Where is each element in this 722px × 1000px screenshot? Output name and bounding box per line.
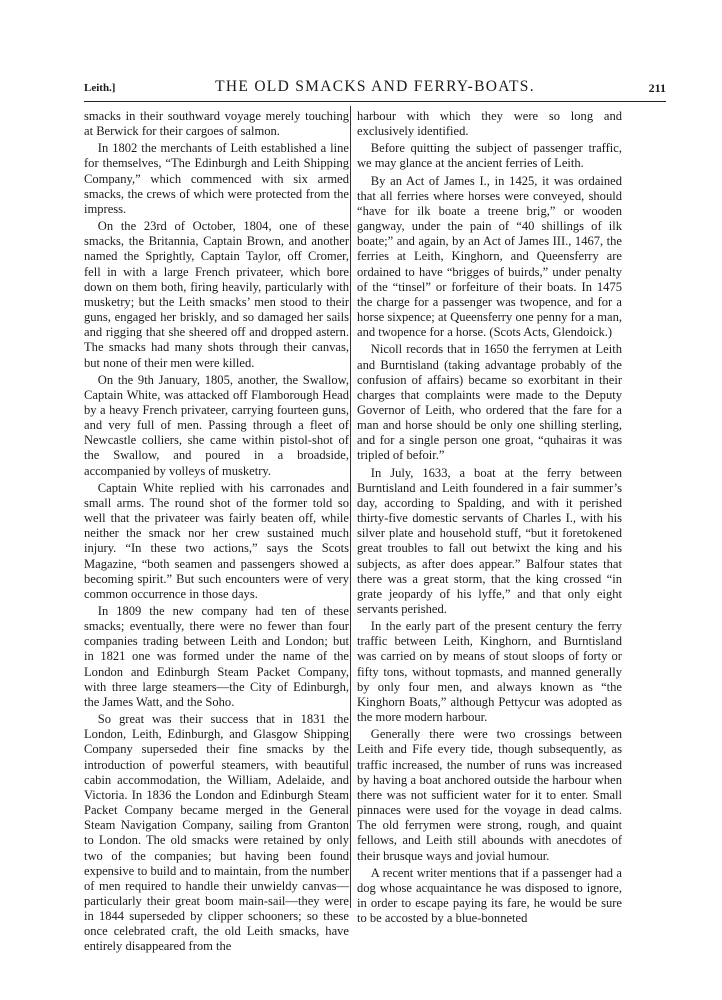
header-rule — [84, 101, 666, 102]
paragraph: In the early part of the present century the ferry traffic between Leith, Kinghorn, and Burntisland was carried on by means of stout sloops of forty or fifty tons, without topmasts, and manned generally by only four men, and always known as “the Kinghorn Boats,” although Pettycur was adopted as the more modern harbour. — [357, 619, 622, 725]
running-title: THE OLD SMACKS AND FERRY-BOATS. — [215, 78, 535, 95]
paragraph: Captain White replied with his carronades and small arms. The round shot of the former told so well that the privateer was fairly beaten off, while neither the smack nor her crew sustained much injury. “In these two actions,” says the Scots Magazine, “both seamen and passengers showed a becoming spirit.” But such encounters were of very common occurrence in those days. — [84, 480, 349, 601]
left-column — [84, 109, 349, 955]
paragraph: So great was their success that in 1831 the London, Leith, Edinburgh, and Glasgow Shipping Company superseded their fine smacks by the introduction of powerful steamers, with beautiful cabin accommodation, the William, Adelaide, and Victoria. In 1836 the London and Edinburgh Steam Packet Company became merged in the General Steam Navigation Company, sailing from Granton to London. The old smacks were retained by only two of the companies; but having been found expensive to build and to maintain, from the number of men required to handle their unwieldy canvas—particularly their great boom main-sail—they were in 1844 superseded by clipper schooners; so these once celebrated craft, the old Leith smacks, have entirely disappeared from the — [84, 712, 349, 954]
paragraph: In 1809 the new company had ten of these smacks; eventually, there were no fewer than four companies trading between Leith and London; but in 1821 one was formed under the name of the London and Edinburgh Steam Packet Company, with three large steamers—the City of Edinburgh, the James Watt, and the Soho. — [84, 604, 349, 709]
paragraph: By an Act of James I., in 1425, it was ordained that all ferries where horses were conveyed, should “have for ilk boate a treene brig,” or wooden gangway, under the pain of “40 shillings of ilk boate;” and again, by an Act of James III., 1467, the ferries at Leith, Kinghorn, and Queensferry are ordained to have “brigges of buirds,” under penalty of the “tinsel” or forfeiture of their boats. In 1475 the charge for a passenger was twopence, and for a horse sixpence; at Queensferry one penny for a man, and twopence for a horse. (Scots Acts, Glendoick.) — [357, 173, 622, 340]
paragraph: A recent writer mentions that if a passenger had a dog whose acquaintance he was disposed to ignore, in order to escape paying its fare, he would be sure to be accosted by a blue-bonneted — [357, 865, 622, 926]
column-divider — [350, 106, 351, 908]
paragraph: On the 23rd of October, 1804, one of these smacks, the Britannia, Captain Brown, and another named the Sprightly, Captain Taylor, off Cromer, fell in with a large French privateer, which bore down on them both, firing heavily, particularly with musketry; but the Leith smacks’ men stood to their guns, engaged her briskly, and so damaged her sails and rigging that she sheered off and dropped astern. The smacks had many shots through their canvas, but none of their men were killed. — [84, 219, 349, 370]
paragraph: In 1802 the merchants of Leith established a line for themselves, “The Edinburgh and Leith Shipping Company,” which commenced with six armed smacks, the crews of which were protected from the impress. — [84, 141, 349, 216]
page-number: 211 — [648, 81, 666, 95]
running-header — [84, 78, 666, 100]
paragraph: In July, 1633, a boat at the ferry between Burntisland and Leith foundered in a fair summer’s day, according to Spalding, and with it perished thirty-five domestic servants of Charles I., with his silver plate and household stuff, “but it foretokened great troubles to fall out betwixt the king and his subjects, as after does appear.” Balfour states that there was a great storm, that the king crossed “in grate jeopardy of his lyffe,” and that only eight servants perished. — [357, 465, 622, 616]
paragraph: On the 9th January, 1805, another, the Swallow, Captain White, was attacked off Flamborough Head by a heavy French privateer, carrying fourteen guns, and very full of men. Passing through a fleet of Newcastle colliers, she came within pistol-shot of the Swallow, and poured in a broadside, accompanied by volleys of musketry. — [84, 372, 349, 478]
paragraph: Before quitting the subject of passenger traffic, we may glance at the ancient ferries of Leith. — [357, 141, 622, 171]
section-marker: Leith.] — [84, 82, 116, 94]
paragraph: smacks in their southward voyage merely touching at Berwick for their cargoes of salmon. — [84, 109, 349, 139]
right-column — [357, 109, 622, 926]
paragraph: Nicoll records that in 1650 the ferrymen at Leith and Burntisland (taking advantage probably of the confusion of affairs) became so exorbitant in their charges that complaints were made to the Deputy Governor of Leith, who ordered that the fare for a man and horse should be only one shilling sterling, and for a single person one groat, “quhairas it was tripled of befoir.” — [357, 342, 622, 463]
paragraph: Generally there were two crossings between Leith and Fife every tide, though subsequently, as traffic increased, the number of runs was increased by having a boat anchored outside the harbour when there was not sufficient water for it to enter. Small pinnaces were used for the voyage in dead calms. The old ferrymen were strong, rough, and quaint fellows, and Leith still abounds with anecdotes of their brusque ways and jovial humour. — [357, 727, 622, 863]
paragraph: harbour with which they were so long and exclusively identified. — [357, 109, 622, 139]
